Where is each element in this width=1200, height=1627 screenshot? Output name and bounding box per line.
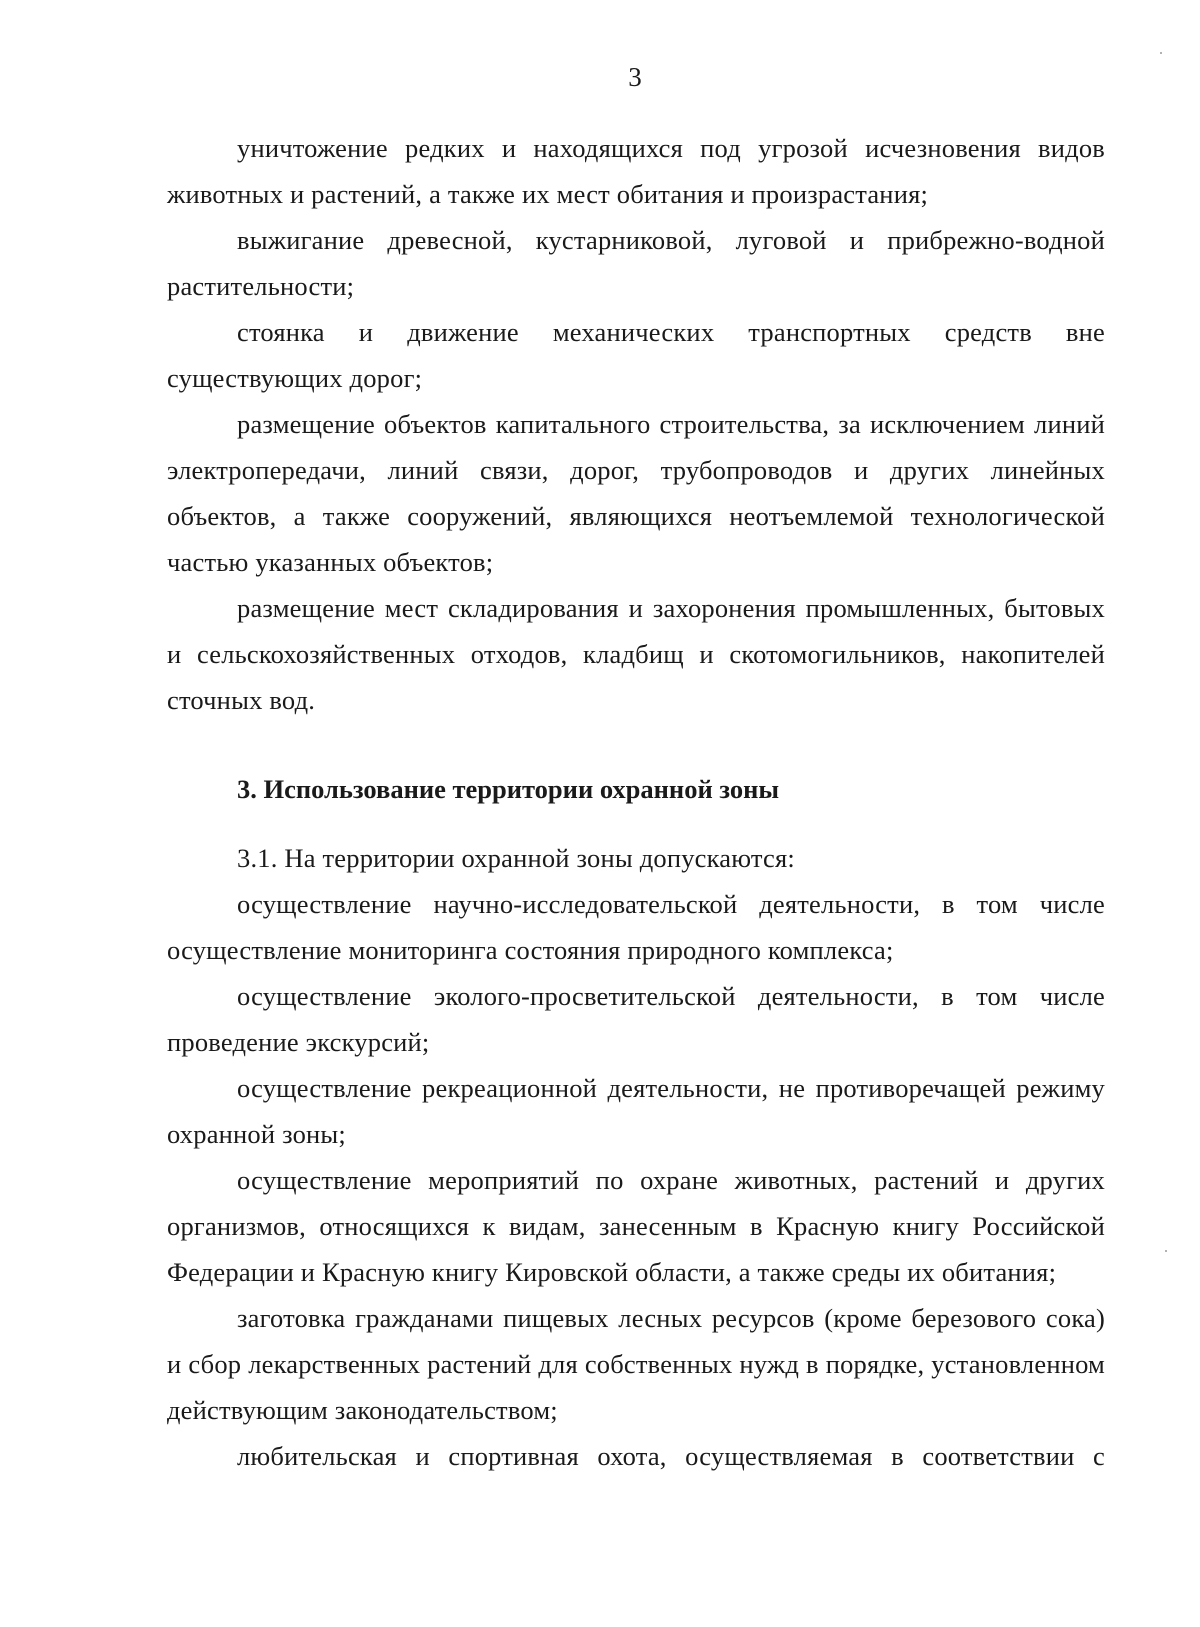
paragraph: размещение мест складирования и захоронения промышленных, бытовых и сельскохозяйственных отходов, кладбищ и скотомогильников, накопителей сточных вод. <box>167 593 1105 715</box>
paragraph: осуществление эколого-просветительской деятельности, в том числе проведение экскурсий; <box>167 981 1105 1057</box>
document-body <box>167 125 1105 1479</box>
paragraph: заготовка гражданами пищевых лесных ресурсов (кроме березового сока) и сбор лекарственных растений для собственных нужд в порядке, установленном действующим законодательством; <box>167 1303 1105 1425</box>
paragraph: осуществление научно-исследовательской деятельности, в том числе осуществление мониторинга состояния природного комплекса; <box>167 889 1105 965</box>
section-heading: 3. Использование территории охранной зоны <box>237 774 780 804</box>
paragraph: выжигание древесной, кустарниковой, луговой и прибрежно-водной растительности; <box>167 225 1105 301</box>
paragraph: размещение объектов капитального строительства, за исключением линий электропередачи, линий связи, дорог, трубопроводов и других линейных объектов, а также сооружений, являющихся неотъемлемой технологической частью указанных объектов; <box>167 409 1105 577</box>
paragraph: осуществление мероприятий по охране животных, растений и других организмов, относящихся к видам, занесенным в Красную книгу Российской Федерации и Красную книгу Кировской области, а также среды их обитания; <box>167 1165 1105 1287</box>
paragraph: любительская и спортивная охота, осуществляемая в соответствии с <box>237 1441 1105 1471</box>
paragraph: уничтожение редких и находящихся под угрозой исчезновения видов животных и растений, а также их мест обитания и произрастания; <box>167 133 1105 209</box>
paragraph: стоянка и движение механических транспортных средств вне существующих дорог; <box>167 317 1105 393</box>
paragraph: 3.1. На территории охранной зоны допускаются: <box>237 843 795 873</box>
scan-speck <box>1165 1250 1167 1252</box>
paragraph: осуществление рекреационной деятельности, не противоречащей режиму охранной зоны; <box>167 1073 1105 1149</box>
page-number: 3 <box>628 62 642 92</box>
scan-speck <box>1160 52 1162 54</box>
